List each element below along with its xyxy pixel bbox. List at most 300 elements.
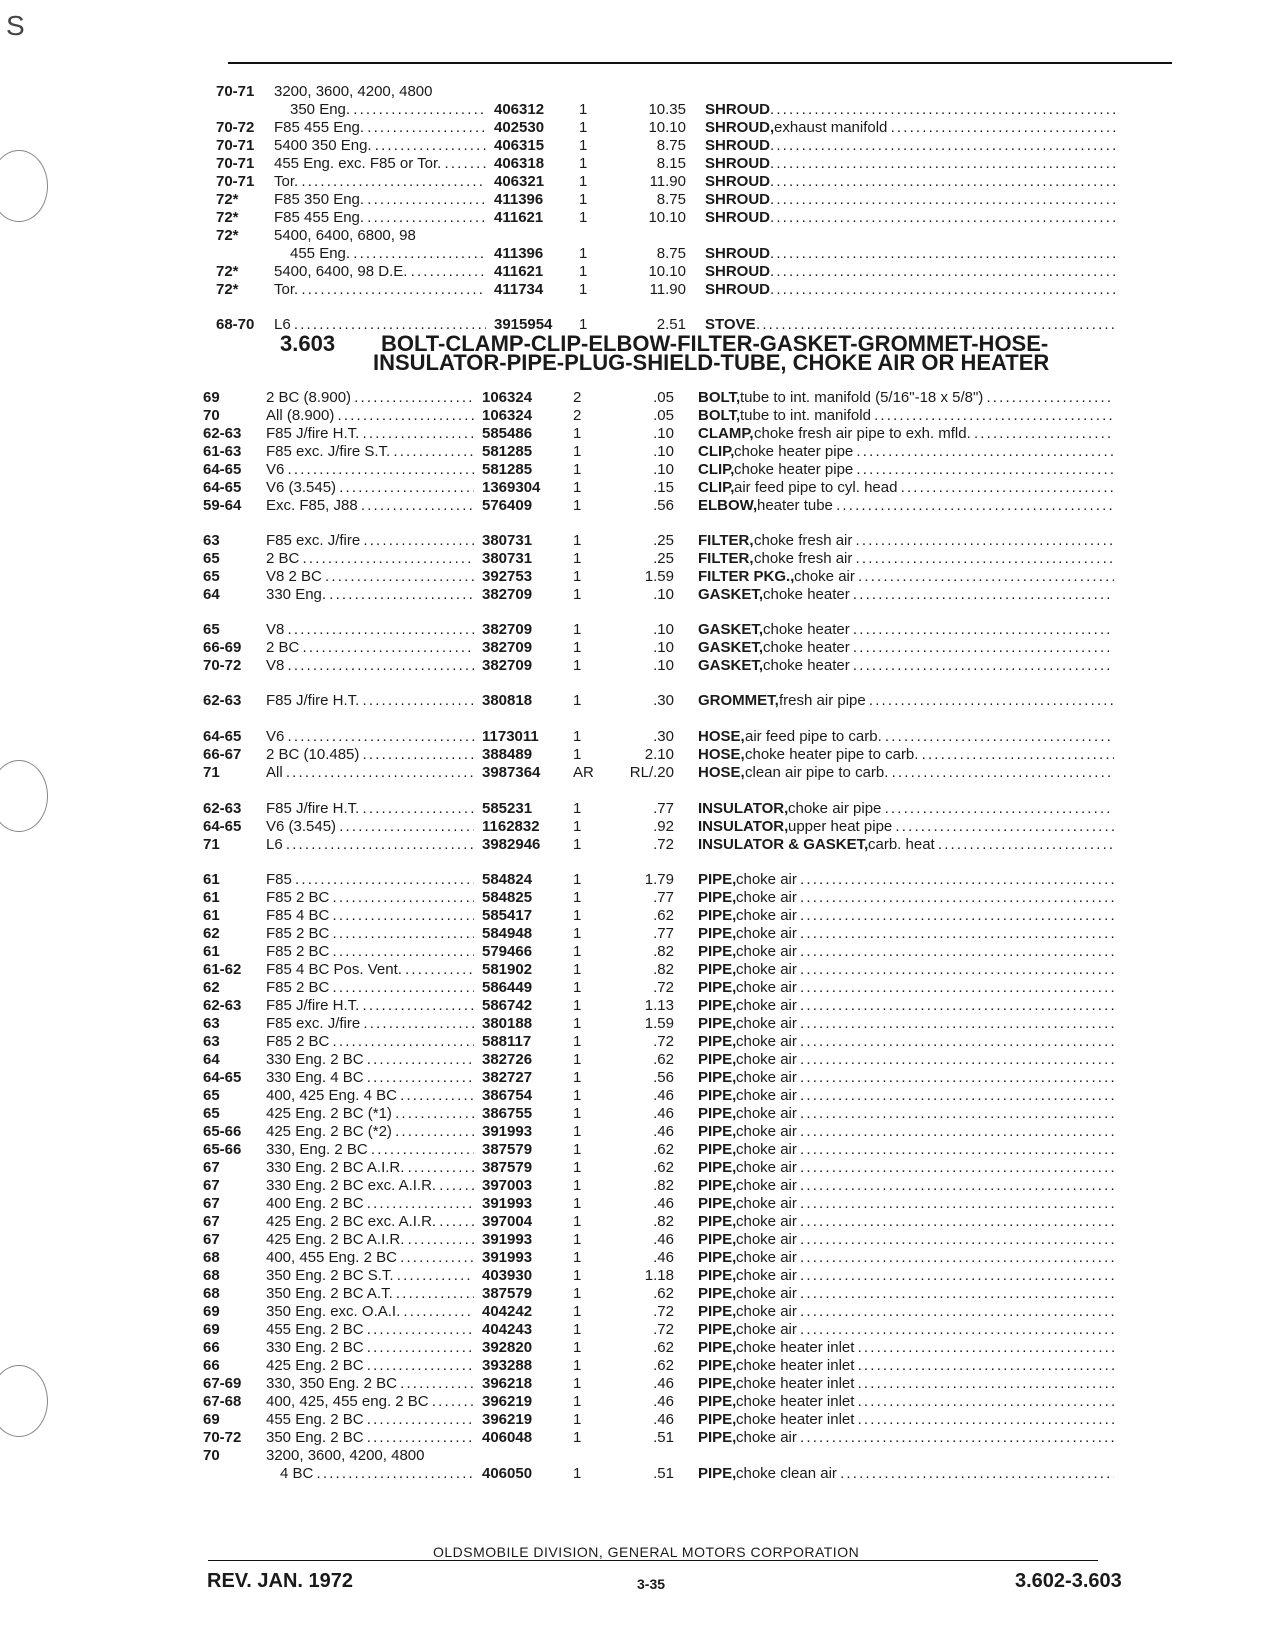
cell-name: PIPE, <box>698 1375 737 1392</box>
cell-detail: tube to int. manifold (5/16"-18 x 5/8") . . . <box>740 388 1114 407</box>
cell-detail: tube to int. manifold . . . <box>740 406 1114 425</box>
cell-model: F85 455 Eng. . . . <box>274 208 486 227</box>
cell-qty: 1 <box>573 1159 582 1176</box>
cell-qty: 1 <box>573 818 582 835</box>
cell-price: .72 <box>653 979 674 996</box>
cell-name: INSULATOR, <box>698 818 789 835</box>
cell-detail: fresh air pipe . . . <box>779 691 1114 710</box>
cell-model: 5400, 6400, 6800, 98 <box>274 227 416 244</box>
cell-detail: choke air . . . <box>736 1284 1114 1303</box>
cell-detail <box>770 136 1118 155</box>
cell-year: 62 <box>203 979 220 996</box>
cell-part: 106324 <box>482 407 533 424</box>
cell-part: 1173011 <box>482 728 539 745</box>
cell-detail: choke air . . . <box>736 870 1114 889</box>
cell-price: .77 <box>653 800 674 817</box>
cell-qty: 1 <box>573 1033 582 1050</box>
cell-qty: 1 <box>573 461 582 478</box>
cell-name: STOVE <box>705 316 756 333</box>
cell-price: .30 <box>653 728 674 745</box>
cell-part: 404243 <box>482 1321 533 1338</box>
footer-division: OLDSMOBILE DIVISION, GENERAL MOTORS CORPORATION <box>208 1548 1098 1561</box>
cell-model: 330, 350 Eng. 2 BC . . . <box>266 1374 474 1393</box>
cell-price: .10 <box>653 586 674 603</box>
cell-part: 382727 <box>482 1069 533 1086</box>
cell-qty: 1 <box>573 979 582 996</box>
cell-name: GASKET, <box>698 639 764 656</box>
cell-name: FILTER PKG., <box>698 568 795 585</box>
cell-price: 10.35 <box>648 101 686 118</box>
cell-part: 585417 <box>482 907 533 924</box>
cell-part: 391993 <box>482 1195 533 1212</box>
cell-model: 2 BC (10.485) . . . <box>266 745 474 764</box>
cell-detail: choke heater inlet . . . <box>736 1374 1114 1393</box>
cell-qty: 1 <box>579 119 588 136</box>
cell-detail: choke fresh air . . . <box>754 531 1114 550</box>
section-heading <box>280 333 335 355</box>
cell-part: 581902 <box>482 961 533 978</box>
cell-part: 585231 <box>482 800 533 817</box>
section-title-line1: BOLT-CLAMP-CLIP-ELBOW-FILTER-GASKET-GROMMET-HOSE- <box>381 331 1049 356</box>
cell-year: 70-71 <box>216 173 255 190</box>
cell-model: 350 Eng. 2 BC S.T. . . . <box>266 1266 474 1285</box>
cell-detail: choke heater pipe . . . <box>734 460 1114 479</box>
cell-part: 411396 <box>494 245 544 262</box>
cell-part: 586449 <box>482 979 533 996</box>
cell-detail: choke air . . . <box>736 1428 1114 1447</box>
cell-part: 380818 <box>482 692 533 709</box>
cell-model: F85 4 BC . . . <box>266 906 474 925</box>
cell-year: 61 <box>203 889 220 906</box>
cell-qty: 1 <box>573 1429 582 1446</box>
cell-price: .72 <box>653 836 674 853</box>
footer-page-number: 3-35 <box>637 1576 666 1592</box>
cell-model: F85 2 BC . . . <box>266 924 474 943</box>
cell-year: 69 <box>203 389 220 406</box>
cell-detail: exhaust manifold . . . <box>774 118 1118 137</box>
cell-name: PIPE, <box>698 1285 737 1302</box>
cell-part: 403930 <box>482 1267 533 1284</box>
cell-price: .25 <box>653 550 674 567</box>
cell-part: 382709 <box>482 621 533 638</box>
cell-year: 64-65 <box>203 479 242 496</box>
cell-name: HOSE, <box>698 764 745 781</box>
cell-name: PIPE, <box>698 871 737 888</box>
cell-model: V6 . . . <box>266 727 474 746</box>
cell-name: PIPE, <box>698 1051 737 1068</box>
cell-detail: choke heater . . . <box>763 620 1114 639</box>
cell-name: GASKET, <box>698 621 764 638</box>
cell-price: 11.90 <box>649 173 686 190</box>
cell-name: PIPE, <box>698 1123 737 1140</box>
cell-part: 382709 <box>482 639 533 656</box>
cell-name: INSULATOR, <box>698 800 789 817</box>
cell-model: F85 exc. J/fire S.T. . . . <box>266 442 474 461</box>
cell-name: PIPE, <box>698 907 737 924</box>
cell-qty: 1 <box>573 1249 582 1266</box>
cell-price: .46 <box>653 1087 674 1104</box>
cell-detail: choke air . . . <box>736 1302 1114 1321</box>
cell-name: PIPE, <box>698 1159 737 1176</box>
cell-model: F85 . . . <box>266 870 474 889</box>
cell-name: SHROUD <box>705 263 771 280</box>
cell-name: PIPE, <box>698 1249 737 1266</box>
cell-model: L6 . . . <box>266 835 474 854</box>
cell-price: .10 <box>653 657 674 674</box>
cell-model: 455 Eng. 2 BC . . . <box>266 1410 474 1429</box>
cell-year: 70-71 <box>216 155 255 172</box>
cell-price: .10 <box>653 639 674 656</box>
cell-detail: choke air . . . <box>736 1122 1114 1141</box>
cell-detail <box>770 244 1118 263</box>
cell-qty: 1 <box>573 586 582 603</box>
cell-model: F85 exc. J/fire . . . <box>266 1014 474 1033</box>
cell-model: 400, 455 Eng. 2 BC . . . <box>266 1248 474 1267</box>
cell-qty: 1 <box>573 550 582 567</box>
cell-year: 61 <box>203 907 220 924</box>
cell-detail: choke air . . . <box>736 1086 1114 1105</box>
cell-qty: 1 <box>573 1087 582 1104</box>
cell-part: 388489 <box>482 746 533 763</box>
cell-model: 330 Eng. . . . <box>266 585 474 604</box>
cell-price: .10 <box>653 425 674 442</box>
cell-qty: 1 <box>573 692 582 709</box>
cell-part: 406312 <box>494 101 545 118</box>
cell-year: 67 <box>203 1231 220 1248</box>
cell-price: 1.79 <box>644 871 674 888</box>
cell-model: Exc. F85, J88 . . . <box>266 496 474 515</box>
cell-price: .46 <box>653 1393 674 1410</box>
cell-name: SHROUD, <box>705 119 775 136</box>
cell-model: V8 . . . <box>266 656 474 675</box>
cell-price: 8.75 <box>656 191 686 208</box>
cell-price: .46 <box>653 1411 674 1428</box>
cell-year: 70 <box>203 1447 220 1464</box>
cell-qty: 1 <box>573 728 582 745</box>
cell-name: PIPE, <box>698 979 737 996</box>
cell-name: SHROUD <box>705 191 771 208</box>
cell-detail: choke air . . . <box>736 1248 1114 1267</box>
cell-year: 69 <box>203 1411 220 1428</box>
cell-model: 350 Eng. 2 BC A.T. . . . <box>266 1284 474 1303</box>
cell-model: 455 Eng. exc. F85 or Tor. . . . <box>274 154 486 173</box>
cell-part: 382726 <box>482 1051 533 1068</box>
cell-detail: choke air . . . <box>736 1140 1114 1159</box>
cell-detail: choke air . . . <box>736 1194 1114 1213</box>
cell-part: 581285 <box>482 443 533 460</box>
cell-part: 380731 <box>482 550 533 567</box>
cell-part: 581285 <box>482 461 533 478</box>
cell-name: PIPE, <box>698 1195 737 1212</box>
cell-year: 64 <box>203 1051 220 1068</box>
cell-year: 67-69 <box>203 1375 242 1392</box>
cell-part: 397003 <box>482 1177 533 1194</box>
cell-model: 330 Eng. 4 BC . . . <box>266 1068 474 1087</box>
cell-year: 63 <box>203 532 220 549</box>
cell-price: 10.10 <box>648 263 686 280</box>
cell-name: PIPE, <box>698 1321 737 1338</box>
cell-name: CLIP, <box>698 479 735 496</box>
cell-part: 3987364 <box>482 764 541 781</box>
cell-name: PIPE, <box>698 1465 737 1482</box>
cell-detail: choke heater inlet . . . <box>736 1356 1114 1375</box>
cell-model: All (8.900) . . . <box>266 406 474 425</box>
cell-price: .46 <box>653 1231 674 1248</box>
cell-year: 72* <box>216 263 239 280</box>
cell-year: 63 <box>203 1033 220 1050</box>
cell-name: PIPE, <box>698 997 737 1014</box>
cell-year: 67 <box>203 1213 220 1230</box>
cell-name: PIPE, <box>698 1411 737 1428</box>
cell-price: .62 <box>653 1357 674 1374</box>
cell-part: 588117 <box>482 1033 532 1050</box>
cell-model: 350 Eng. . . . <box>290 100 486 119</box>
cell-detail: choke air . . . <box>736 1320 1114 1339</box>
cell-detail: choke fresh air . . . <box>754 549 1114 568</box>
cell-price: .62 <box>653 1285 674 1302</box>
cell-name: SHROUD <box>705 245 771 262</box>
cell-model: 3200, 3600, 4200, 4800 <box>266 1447 425 1464</box>
cell-qty: 1 <box>573 836 582 853</box>
cell-part: 404242 <box>482 1303 533 1320</box>
cell-part: 586742 <box>482 997 533 1014</box>
cell-detail: choke air . . . <box>736 960 1114 979</box>
cell-name: ELBOW, <box>698 497 758 514</box>
cell-year: 61-62 <box>203 961 242 978</box>
cell-model: Tor. . . . <box>274 280 486 299</box>
cell-year: 64-65 <box>203 818 242 835</box>
cell-detail: choke air . . . <box>736 1230 1114 1249</box>
cell-model: F85 J/fire H.T. . . . <box>266 799 474 818</box>
cell-year: 62-63 <box>203 692 242 709</box>
cell-price: .56 <box>653 1069 674 1086</box>
cell-qty: 1 <box>573 1177 582 1194</box>
cell-part: 406048 <box>482 1429 533 1446</box>
cell-qty: 1 <box>579 101 588 118</box>
cell-part: 391993 <box>482 1249 533 1266</box>
cell-detail: choke air . . . <box>736 924 1114 943</box>
cell-part: 406318 <box>494 155 545 172</box>
cell-model: All . . . <box>266 763 474 782</box>
cell-detail: choke air . . . <box>736 1266 1114 1285</box>
cell-name: PIPE, <box>698 1033 737 1050</box>
cell-model: 3200, 3600, 4200, 4800 <box>274 83 433 100</box>
cell-part: 411621 <box>494 263 544 280</box>
cell-model: F85 455 Eng. . . . <box>274 118 486 137</box>
cell-detail: choke air . . . <box>736 906 1114 925</box>
cell-price: .05 <box>653 389 674 406</box>
cell-qty: 2 <box>573 389 582 406</box>
cell-name: BOLT, <box>698 389 741 406</box>
cell-price: .51 <box>653 1465 674 1482</box>
cell-part: 380188 <box>482 1015 533 1032</box>
cell-name: SHROUD <box>705 137 771 154</box>
cell-year: 72* <box>216 281 239 298</box>
cell-detail: choke air . . . <box>736 942 1114 961</box>
cell-part: 391993 <box>482 1123 533 1140</box>
cell-name: GASKET, <box>698 586 764 603</box>
cell-qty: 1 <box>579 316 588 333</box>
cell-name: GROMMET, <box>698 692 779 709</box>
cell-detail: choke fresh air pipe to exh. mfld. . . . <box>754 424 1114 443</box>
cell-name: SHROUD <box>705 155 771 172</box>
cell-qty: 2 <box>573 407 582 424</box>
cell-year: 67 <box>203 1195 220 1212</box>
cell-part: 584948 <box>482 925 533 942</box>
cell-year: 61 <box>203 943 220 960</box>
cell-price: 1.59 <box>644 1015 674 1032</box>
cell-qty: 1 <box>579 137 588 154</box>
cell-model: 350 Eng. exc. O.A.I. . . . <box>266 1302 474 1321</box>
cell-price: 10.10 <box>648 209 686 226</box>
cell-qty: 1 <box>573 1231 582 1248</box>
cell-name: CLAMP, <box>698 425 754 442</box>
cell-part: 382709 <box>482 586 533 603</box>
cell-year: 65 <box>203 550 220 567</box>
cell-price: .77 <box>653 925 674 942</box>
cell-price: .46 <box>653 1123 674 1140</box>
cell-qty: 1 <box>573 871 582 888</box>
cell-detail: choke air pipe . . . <box>788 799 1114 818</box>
cell-name: FILTER, <box>698 550 754 567</box>
cell-part: 406321 <box>494 173 545 190</box>
cell-name: SHROUD <box>705 173 771 190</box>
cell-qty: 1 <box>573 1213 582 1230</box>
cell-model: V8 . . . <box>266 620 474 639</box>
cell-model: V6 (3.545) . . . <box>266 478 474 497</box>
cell-part: 391993 <box>482 1231 533 1248</box>
cell-detail: choke air . . . <box>736 1068 1114 1087</box>
cell-price: 11.90 <box>649 281 686 298</box>
cell-qty: 1 <box>573 1339 582 1356</box>
cell-qty: 1 <box>573 1465 582 1482</box>
cell-model: 400 Eng. 2 BC . . . <box>266 1194 474 1213</box>
cell-part: 386755 <box>482 1105 533 1122</box>
cell-name: HOSE, <box>698 746 745 763</box>
cell-name: PIPE, <box>698 1141 737 1158</box>
cell-part: 411621 <box>494 209 544 226</box>
cell-part: 386754 <box>482 1087 533 1104</box>
cell-price: .15 <box>653 479 674 496</box>
cell-name: CLIP, <box>698 461 735 478</box>
cell-year: 72* <box>216 191 239 208</box>
cell-year: 70 <box>203 407 220 424</box>
cell-price: .82 <box>653 1177 674 1194</box>
cell-year: 72* <box>216 227 239 244</box>
cell-detail: upper heat pipe . . . <box>788 817 1114 836</box>
cell-model: V6 (3.545) . . . <box>266 817 474 836</box>
cell-year: 66 <box>203 1339 220 1356</box>
cell-qty: 1 <box>573 1195 582 1212</box>
cell-part: 411734 <box>494 281 544 298</box>
cell-year: 70-72 <box>216 119 255 136</box>
cell-part: 1369304 <box>482 479 541 496</box>
cell-qty: 1 <box>579 281 588 298</box>
cell-year: 62-63 <box>203 997 242 1014</box>
cell-year: 70-72 <box>203 1429 242 1446</box>
cell-price: .10 <box>653 443 674 460</box>
cell-year: 68-70 <box>216 316 255 333</box>
cell-price: .82 <box>653 961 674 978</box>
cell-year: 65 <box>203 621 220 638</box>
cell-detail <box>770 208 1118 227</box>
cell-detail: choke clean air . . . <box>736 1464 1114 1483</box>
cell-year: 63 <box>203 1015 220 1032</box>
cell-model: F85 J/fire H.T. . . . <box>266 996 474 1015</box>
cell-year: 70-72 <box>203 657 242 674</box>
cell-model: 400, 425, 455 eng. 2 BC . . . <box>266 1392 474 1411</box>
cell-name: PIPE, <box>698 1357 737 1374</box>
cell-year: 68 <box>203 1285 220 1302</box>
cell-name: PIPE, <box>698 1105 737 1122</box>
cell-model: 330 Eng. 2 BC exc. A.I.R. . . . <box>266 1176 474 1195</box>
cell-year: 64 <box>203 586 220 603</box>
cell-part: 396219 <box>482 1411 533 1428</box>
cell-qty: 1 <box>573 1267 582 1284</box>
cell-price: 8.75 <box>656 245 686 262</box>
cell-model: V8 2 BC . . . <box>266 567 474 586</box>
section-title-line2: INSULATOR-PIPE-PLUG-SHIELD-TUBE, CHOKE AIR OR HEATER <box>373 350 1050 375</box>
cell-model: 425 Eng. 2 BC exc. A.I.R. . . . <box>266 1212 474 1231</box>
cell-price: 2.51 <box>656 316 686 333</box>
cell-part: 576409 <box>482 497 533 514</box>
cell-model: 2 BC . . . <box>266 549 474 568</box>
cell-name: HOSE, <box>698 728 745 745</box>
cell-detail: carb. heat . . . <box>868 835 1114 854</box>
cell-detail: choke heater inlet . . . <box>736 1392 1114 1411</box>
cell-qty: 1 <box>573 639 582 656</box>
cell-price: .46 <box>653 1105 674 1122</box>
cell-qty: 1 <box>573 532 582 549</box>
cell-price: .62 <box>653 1339 674 1356</box>
cell-year: 65 <box>203 1105 220 1122</box>
cell-detail <box>770 100 1118 119</box>
cell-model: 425 Eng. 2 BC . . . <box>266 1356 474 1375</box>
cell-year: 62-63 <box>203 425 242 442</box>
cell-detail: choke air . . . <box>736 1104 1114 1123</box>
cell-model: L6 . . . <box>274 315 486 334</box>
cell-qty: AR <box>573 764 594 781</box>
cell-name: CLIP, <box>698 443 735 460</box>
cell-price: .05 <box>653 407 674 424</box>
cell-year: 65-66 <box>203 1141 242 1158</box>
cell-year: 59-64 <box>203 497 242 514</box>
cell-year: 61-63 <box>203 443 242 460</box>
cell-model: 330 Eng. 2 BC . . . <box>266 1338 474 1357</box>
cell-qty: 1 <box>573 1375 582 1392</box>
cell-price: .72 <box>653 1303 674 1320</box>
cell-detail: choke air . . . <box>736 1050 1114 1069</box>
cell-detail: heater tube . . . <box>757 496 1114 515</box>
cell-year: 69 <box>203 1321 220 1338</box>
cell-qty: 1 <box>573 1105 582 1122</box>
cell-name: PIPE, <box>698 1087 737 1104</box>
cell-detail: air feed pipe to cyl. head . . . <box>734 478 1114 497</box>
cell-qty: 1 <box>573 800 582 817</box>
cell-name: PIPE, <box>698 1231 737 1248</box>
cell-name: INSULATOR & GASKET, <box>698 836 869 853</box>
cell-price: .62 <box>653 1051 674 1068</box>
cell-qty: 1 <box>573 657 582 674</box>
cell-part: 402530 <box>494 119 545 136</box>
cell-qty: 1 <box>573 1393 582 1410</box>
cell-name: GASKET, <box>698 657 764 674</box>
cell-price: .25 <box>653 532 674 549</box>
cell-qty: 1 <box>579 263 588 280</box>
cell-qty: 1 <box>579 245 588 262</box>
cell-price: 1.18 <box>644 1267 674 1284</box>
cell-detail: choke heater inlet . . . <box>736 1410 1114 1429</box>
